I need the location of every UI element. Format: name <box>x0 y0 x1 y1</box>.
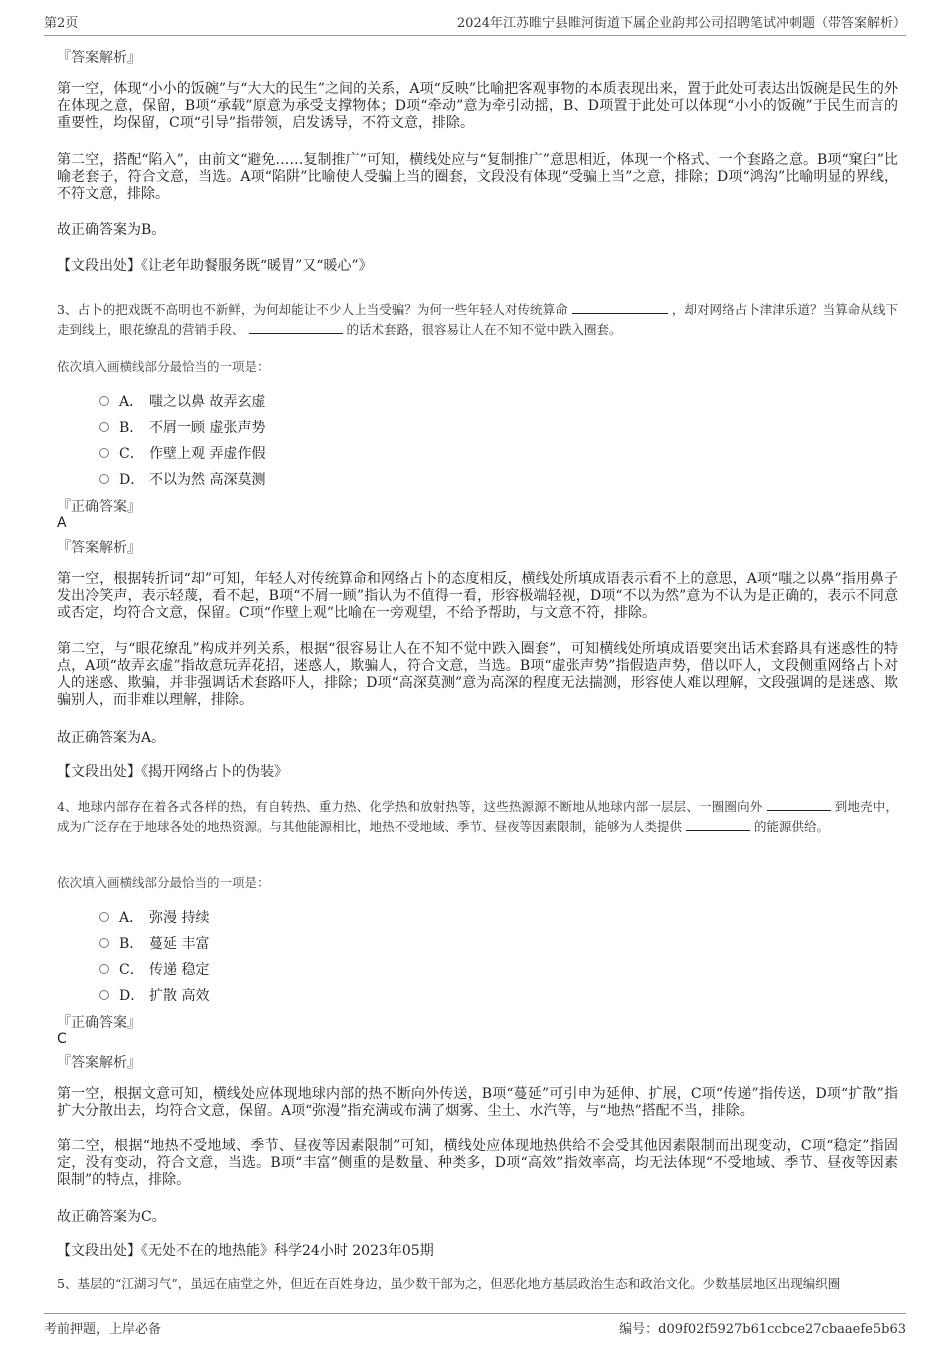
radio-icon[interactable] <box>99 912 109 922</box>
radio-icon[interactable] <box>99 964 109 974</box>
q3-blank-2 <box>249 321 343 334</box>
q3-analysis-p1: 第一空，根据转折词“却”可知，年轻人对传统算命和网络占卜的态度相反，横线处所填成语表示看不上的意思，A项“嗤之以鼻”指用鼻子发出冷笑声，表示轻蔑，看不起，B项“不屑一顾”指认为不值得一看，形容极端轻视，D项“不以为然”意为不认为是正确的，表示不同意或否定，均符合文意，保留。C项“作壁上观”比喻在一旁观望，不给予帮助，与文意不符，排除。 <box>57 571 898 621</box>
q3-option-c[interactable]: C． 作壁上观 弄虚作假 <box>99 443 265 463</box>
radio-icon[interactable] <box>99 938 109 948</box>
q4-conclusion: 故正确答案为C。 <box>57 1209 166 1225</box>
q4-blank-2 <box>686 818 750 831</box>
q2-analysis-p2: 第二空，搭配“陷入”，由前文“避免……复制推广”可知，横线处应与“复制推广”意思相近，体现一个格式、一个套路之意。B项“窠臼”比喻老套子，符合文意，当选。A项“陷阱”比喻使人受骗上当的圈套，文段没有体现“受骗上当”之意，排除；D项“鸿沟”比喻明显的界线，不符文意，排除。 <box>57 152 898 202</box>
q3-blank-1 <box>572 301 668 314</box>
radio-icon[interactable] <box>99 396 109 406</box>
document-title: 2024年江苏睢宁县睢河街道下属企业韵邦公司招聘笔试冲刺题（带答案解析） <box>456 16 906 31</box>
q2-analysis-label: 『答案解析』 <box>57 50 141 66</box>
q2-analysis-p1: 第一空，体现“小小的饭碗”与“大大的民生”之间的关系，A项“反映”比喻把客观事物的本质表现出来，置于此处可表达出饭碗是民生的外在体现之意，保留，B项“承载”原意为承受支撑物体；D项“牵动”意为牵引动摇，B、D项置于此处可以体现“小小的饭碗”于民生而言的重要性，均保留，C项“引导”指带领，启发诱导，不符文意，排除。 <box>57 81 898 131</box>
q4-blank-1 <box>767 798 831 811</box>
q4-instruction: 依次填入画横线部分最恰当的一项是： <box>57 875 270 890</box>
q4-option-b[interactable]: B． 蔓延 丰富 <box>99 933 209 953</box>
q2-conclusion: 故正确答案为B。 <box>57 222 166 238</box>
q4-analysis-label: 『答案解析』 <box>57 1055 141 1071</box>
q3-stem: 3、占卜的把戏既不高明也不新鲜，为何却能让不少人上当受骗？为何一些年轻人对传统算命 ，却对网络占卜津津乐道？当算命从线下走到线上，眼花缭乱的营销手段、 的话术套路，很容易让人在不知不觉中跌入圈套。 <box>57 302 898 337</box>
q4-option-c[interactable]: C． 传递 稳定 <box>99 959 209 979</box>
q4-analysis-p1: 第一空，根据文意可知，横线处应体现地球内部的热不断向外传送，B项“蔓延”可引申为延伸、扩展，C项“传递”指传送，D项“扩散”指扩大分散出去，均符合文意，保留。A项“弥漫”指充满或布满了烟雾、尘土、水汽等，与“地热”搭配不当，排除。 <box>57 1086 898 1119</box>
q3-analysis-label: 『答案解析』 <box>57 540 141 556</box>
q5-stem: 5、基层的“江湖习气”，虽远在庙堂之外，但近在百姓身边，虽少数干部为之，但恶化地方基层政治生态和政治文化。少数基层地区出现编织圈 <box>57 1276 841 1291</box>
page-footer <box>44 1313 906 1337</box>
q3-answer-label: 『正确答案』 <box>57 499 141 515</box>
q3-conclusion: 故正确答案为A。 <box>57 730 166 746</box>
q3-option-d[interactable]: D． 不以为然 高深莫测 <box>99 469 265 489</box>
footer-slogan: 考前押题，上岸必备 <box>44 1322 162 1337</box>
q4-option-d[interactable]: D． 扩散 高效 <box>99 985 209 1005</box>
q3-option-a[interactable]: A． 嗤之以鼻 故弄玄虚 <box>99 391 265 411</box>
radio-icon[interactable] <box>99 448 109 458</box>
q4-option-a[interactable]: A． 弥漫 持续 <box>99 907 209 927</box>
radio-icon[interactable] <box>99 474 109 484</box>
q3-analysis-p2: 第二空，与“眼花缭乱”构成并列关系，根据“很容易让人在不知不觉中跌入圈套”，可知横线处所填成语要突出话术套路具有迷惑性的特点，A项“故弄玄虚”指故意玩弄花招，迷惑人，欺骗人，符合文意，当选。B项“虚张声势”指假造声势，借以吓人，文段侧重网络占卜对人的迷惑、欺骗，并非强调话术套路吓人，排除；D项“高深莫测”意为高深的程度无法揣测，形容使人难以理解，文段强调的是迷惑、欺骗别人，而非难以理解，排除。 <box>57 641 898 708</box>
radio-icon[interactable] <box>99 990 109 1000</box>
q3-instruction: 依次填入画横线部分最恰当的一项是： <box>57 359 270 374</box>
q3-option-b[interactable]: B． 不屑一顾 虚张声势 <box>99 417 265 437</box>
radio-icon[interactable] <box>99 422 109 432</box>
q4-stem: 4、地球内部存在着各式各样的热，有自转热、重力热、化学热和放射热等，这些热源源不断地从地球内部一层层、一圈圈向外 到地壳中，成为广泛存在于地球各处的地热资源。与其他能源相比，地热不受地域、季节、昼夜等因素限制，能够为人类提供 的能源供给。 <box>57 799 898 834</box>
page-header <box>44 12 906 36</box>
q2-source: 【文段出处】《让老年助餐服务既“暖胃”又“暖心”》 <box>57 258 373 274</box>
q3-source: 【文段出处】《揭开网络占卜的伪装》 <box>57 764 288 780</box>
page-number: 第2页 <box>44 16 79 31</box>
q4-answer: C <box>57 1031 67 1047</box>
q3-answer: A <box>57 515 67 531</box>
q4-source: 【文段出处】《无处不在的地热能》科学24小时 2023年05期 <box>57 1243 434 1259</box>
document-id: 编号：d09f02f5927b61ccbce27cbaaefe5b63 <box>619 1322 906 1337</box>
q4-analysis-p2: 第二空，根据“地热不受地域、季节、昼夜等因素限制”可知，横线处应体现地热供给不会受其他因素限制而出现变动，C项“稳定”指固定，没有变动，符合文意，当选。B项“丰富”侧重的是数量、种类多，D项“高效”指效率高，均无法体现“不受地域、季节、昼夜等因素限制”的特点，排除。 <box>57 1138 898 1188</box>
q4-answer-label: 『正确答案』 <box>57 1015 141 1031</box>
